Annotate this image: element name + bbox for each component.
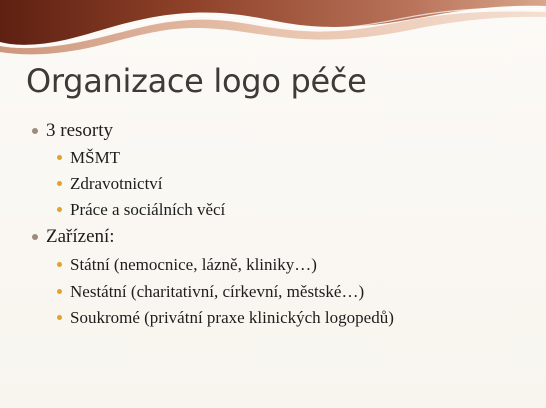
list-item: 3 resorty [46,120,114,141]
list-item: Nestátní (charitativní, církevní, městské…) [70,282,365,301]
bullet-marker [57,315,62,320]
list-item: Zdravotnictví [70,174,163,193]
list-item: Zařízení: [46,226,115,247]
list-item: Soukromé (privátní praxe klinických logopedů) [70,308,394,327]
list-item: Státní (nemocnice, lázně, kliniky…) [70,255,317,274]
bullet-marker [57,289,62,294]
bullet-marker [32,234,38,240]
bullet-marker [57,181,62,186]
bullet-marker [57,262,62,267]
list-item: Práce a sociálních věcí [70,200,226,219]
bullet-marker [57,155,62,160]
list-item: MŠMT [70,148,121,167]
slide-title: Organizace logo péče [26,62,367,100]
bullet-marker [32,128,38,134]
bullet-marker [57,207,62,212]
